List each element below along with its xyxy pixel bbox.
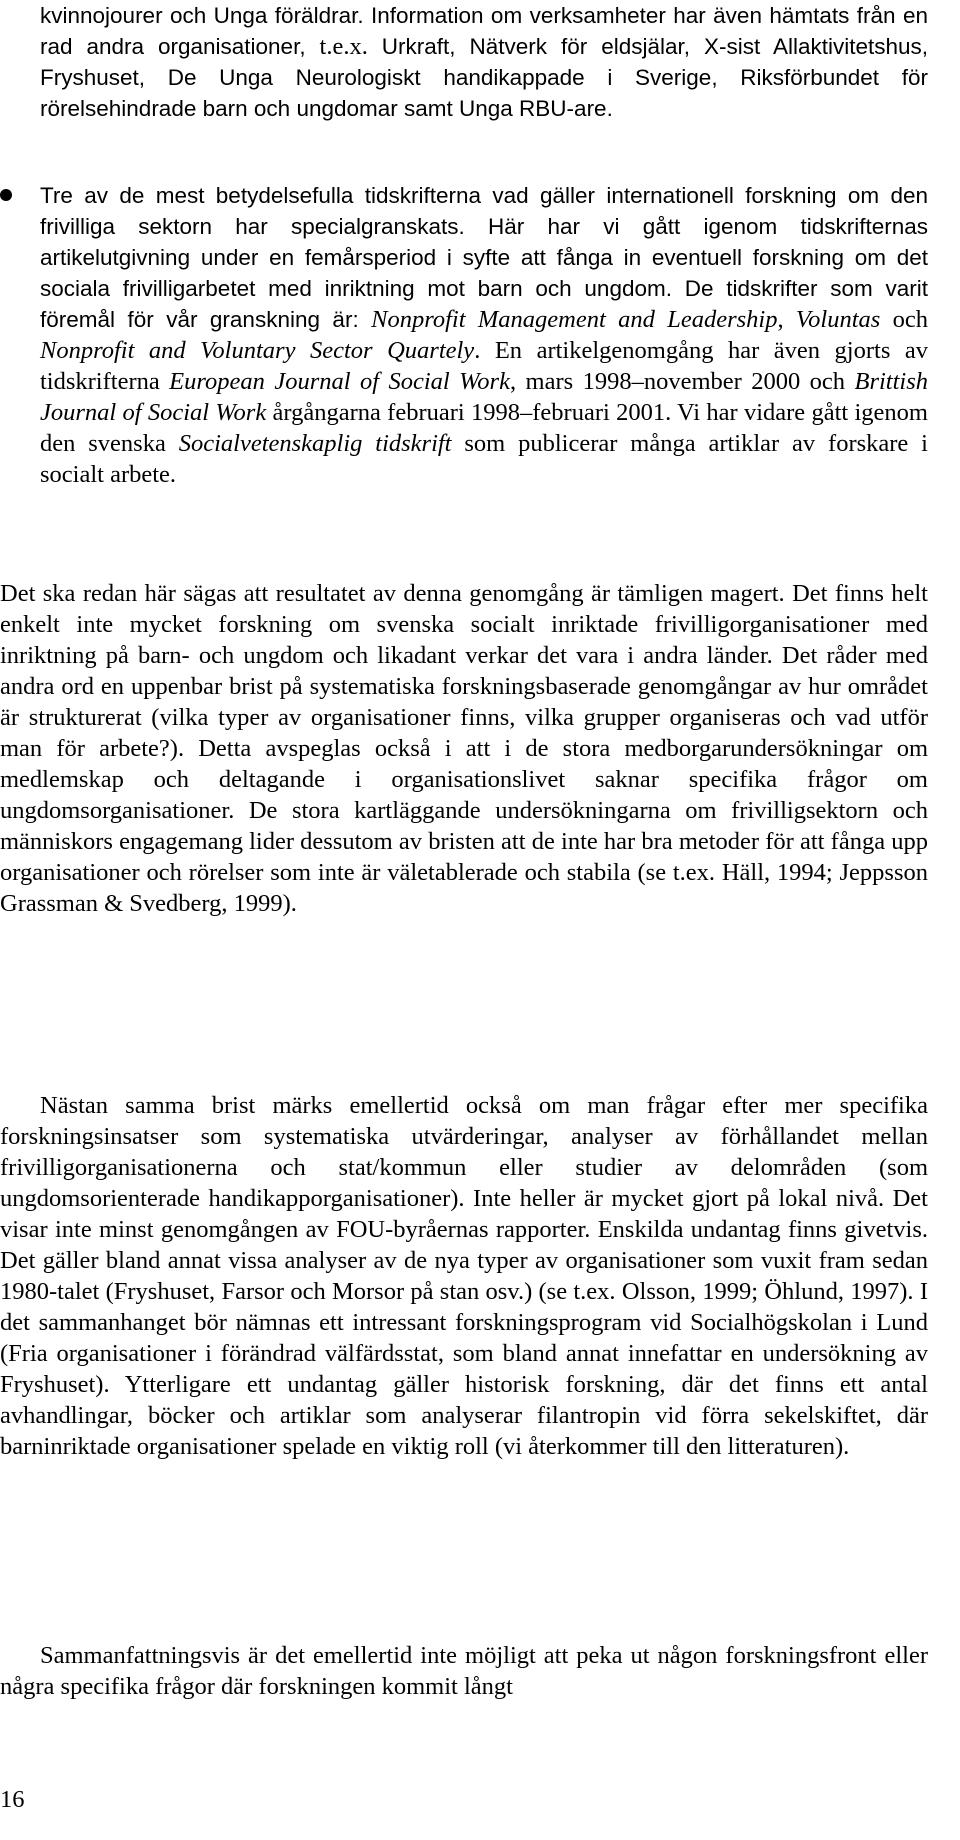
bullet-journals-text: Tre av de mest betydelsefulla tidskrifterna vad gäller internationell forskning om den frivilliga sektorn har specialgranskats. Här har vi gått igenom tidskrifternas artikelutgivning under en femårsperiod i syfte att fånga in eventuell forskning om det sociala frivilligarbetet med inriktning mot barn och ungdom. De tidskrifter som varit föremål för vår granskning är: Nonprofit Management and Leadership, Voluntas och Nonprofit and Voluntary Sector Quartely. En artikelgenomgång har även gjorts av tidskrifterna European Journal of Social Work, mars 1998–november 2000 och Brittish Journal of Social Work årgångarna februari 1998–februari 2001. Vi har vidare gått igenom den svenska Socialvetenskaplig tidskrift som publicerar många artiklar av forskare i socialt arbete. [40,183,929,488]
body-paragraph: Sammanfattningsvis är det emellertid inte möjligt att peka ut någon forskningsfront eller några specifika frågor där forskningen kommit långt [0,1642,928,1700]
journal-title: Nonprofit and Voluntary Sector Quartely [40,337,475,364]
journal-title: Voluntas [795,306,881,333]
journal-title: Socialvetenskaplig tidskrift [178,430,452,457]
bullet-continued-text: kvinnojourer och Unga föräldrar. Information om verksamheter har även hämtats från en rad andra organisationer, t.e.x. Urkraft, Nätverk för eldsjälar, X-sist Allaktivitetshus, Fryshuset, De Unga Neurologiskt handikappade i Sverige, Riksförbundet för rörelsehindrade barn och ungdomar samt Unga RBU-are. [40,3,928,121]
body-paragraph: Nästan samma brist märks emellertid också om man frågar efter mer specifika forskningsinsatser som systematiska utvärderingar, analyser av förhållandet mellan frivilligorganisationerna och stat/kommun eller studier av delområden (som ungdomsorienterade handikapporganisationer). Inte heller är mycket gjort på lokal nivå. Det visar inte minst genomgången av FOU-byråernas rapporter. Enskilda undantag finns givetvis. Det gäller bland annat vissa analyser av de nya typer av organisationer som vuxit fram sedan 1980-talet (Fryshuset, Farsor och Morsor på stan osv.) (se t.ex. Olsson, 1999; Öhlund, 1997). I det sammanhanget bör nämnas ett intressant forskningsprogram vid Socialhögskolan i Lund (Fria organisationer i förändrad välfärdsstat, som bland annat innefattar en undersökning av Fryshuset). Ytterligare ett undantag gäller historisk forskning, där det finns ett antal avhandlingar, böcker och artiklar som analyserar filantropin vid förra sekelskiftet, där barninriktade organisationer spelade en viktig roll (vi återkommer till den litteraturen). [0,1092,928,1460]
bullet-point-icon [0,189,12,201]
bullet-item-journals [40,180,928,490]
journal-title: Nonprofit Management and Leadership [371,306,778,333]
bullet-item-continued [40,0,928,124]
journal-title: European Journal of Social Work [169,368,510,395]
journal-title: Brittish Journal of Social Work [40,368,928,426]
page-number: 16 [0,1786,25,1813]
body-paragraph: Det ska redan här sägas att resultatet av denna genomgång är tämligen magert. Det finns helt enkelt inte mycket forskning om svenska socialt inriktade frivilligorganisationer med inriktning på barn- och ungdom och likadant verkar det vara i andra länder. Det råder med andra ord en uppenbar brist på systematiska forskningsbaserade genomgångar av hur området är strukturerat (vilka typer av organisationer finns, vilka grupper organiseras och vad utför man för arbete?). Detta avspeglas också i att i de stora medborgarundersökningar om medlemskap och deltagande i organisationslivet saknar specifika frågor om ungdomsorganisationer. De stora kartläggande undersökningarna om frivilligsektorn och människors engagemang lider dessutom av bristen att de inte har bra metoder för att fånga upp organisationer och rörelser som inte är väletablerade och stabila (se t.ex. Häll, 1994; Jeppsson Grassman & Svedberg, 1999). [0,580,928,917]
